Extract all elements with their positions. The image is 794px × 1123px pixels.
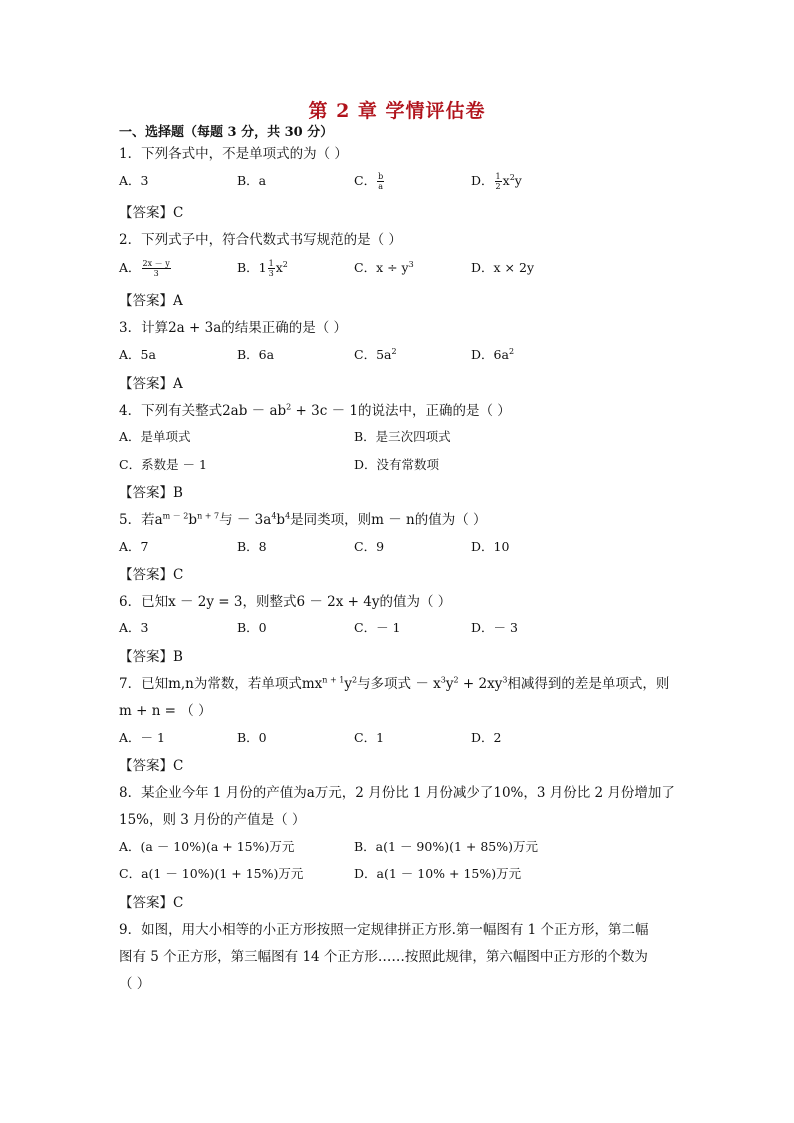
option-c[interactable]: C．9	[354, 539, 385, 554]
answer-2: 【答案】A	[119, 293, 183, 309]
option-c[interactable]: C．1	[354, 730, 385, 745]
option-c[interactable]: C．－ 1	[354, 620, 401, 635]
option-b[interactable]: B．a	[237, 173, 267, 188]
option-a[interactable]: A．(a － 10%)(a + 15%)万元	[119, 839, 295, 854]
option-d[interactable]: D．没有常数项	[354, 457, 440, 472]
question-7-stem-line2: m + n = （ ）	[119, 703, 212, 719]
section-heading: 一、选择题（每题 3 分，共 30 分）	[119, 125, 334, 140]
answer-3: 【答案】A	[119, 376, 183, 392]
answer-4: 【答案】B	[119, 485, 183, 501]
option-a[interactable]: A．7	[119, 539, 149, 554]
question-8-options-row1	[119, 837, 679, 857]
option-d[interactable]: D．10	[471, 539, 510, 554]
question-1-options	[119, 171, 679, 191]
option-a[interactable]: A．3	[119, 173, 149, 188]
option-b[interactable]: B．8	[237, 539, 267, 554]
option-c[interactable]: C． $\frac{b}{a}$	[354, 172, 384, 191]
question-4-options-row1	[119, 427, 679, 447]
option-b[interactable]: B．是三次四项式	[354, 429, 451, 444]
question-8-stem-line2: 15%，则 3 月份的产值是（ ）	[119, 812, 306, 828]
option-a[interactable]: A．3	[119, 620, 149, 635]
answer-7: 【答案】C	[119, 758, 184, 774]
question-4-stem: 4．下列有关整式$2ab - ab^2 + 3c - 1$的说法中，正确的是（ ）	[119, 402, 511, 419]
question-7-stem: 7．已知m,n为常数，若单项式$mx^{n + 1}y^2$与多项式 － $x^3y^2 + 2xy^3$相减得到的差是单项式，则	[119, 675, 670, 692]
question-6-stem: 6．已知x － 2y = 3，则整式6 － 2x + 4y的值为（ ）	[119, 594, 452, 610]
option-b[interactable]: B．1 $\frac{1}{3}$ $x^2$	[237, 259, 288, 278]
question-1-stem: 1．下列各式中，不是单项式的为（ ）	[119, 146, 348, 162]
option-b[interactable]: B．0	[237, 620, 267, 635]
question-4-options-row2	[119, 455, 679, 475]
option-b[interactable]: B．0	[237, 730, 267, 745]
answer-1: 【答案】C	[119, 205, 184, 221]
question-2-stem: 2．下列式子中，符合代数式书写规范的是（ ）	[119, 232, 402, 248]
question-9-stem: 9．如图，用大小相等的小正方形按照一定规律拼正方形.第一幅图有 1 个正方形，第二幅	[119, 922, 649, 938]
question-5-stem: 5．若$a^{m - 2}b^{n + 7}$与 － $3a^4b^4$是同类项，则m － n的值为（ ）	[119, 511, 487, 528]
question-7-options	[119, 728, 679, 748]
option-c[interactable]: C．系数是 － 1	[119, 457, 207, 472]
answer-5: 【答案】C	[119, 567, 184, 583]
option-d[interactable]: D． $\frac{1}{2}$ $x^2y$	[471, 172, 522, 191]
question-8-stem: 8．某企业今年 1 月份的产值为a万元，2 月份比 1 月份减少了10%，3 月份比 2 月份增加了	[119, 785, 675, 801]
question-3-stem: 3．计算2a + 3a的结果正确的是（ ）	[119, 320, 348, 336]
question-9-stem-line2: 图有 5 个正方形，第三幅图有 14 个正方形……按照此规律，第六幅图中正方形的个数为	[119, 949, 648, 965]
question-2-options	[119, 258, 679, 278]
option-d[interactable]: D．－ 3	[471, 620, 518, 635]
option-d[interactable]: D．$6a^2$	[471, 346, 515, 362]
option-c[interactable]: C．$5a^2$	[354, 346, 397, 362]
option-a[interactable]: A．5a	[119, 347, 156, 362]
option-c[interactable]: C．a(1 － 10%)(1 + 15%)万元	[119, 866, 304, 881]
option-a[interactable]: A．－ 1	[119, 730, 165, 745]
option-d[interactable]: D．2	[471, 730, 502, 745]
page-title: 第 2 章 学情评估卷	[308, 100, 486, 122]
option-b[interactable]: B．6a	[237, 347, 275, 362]
option-a[interactable]: A．是单项式	[119, 429, 191, 444]
option-d[interactable]: D．x × 2y	[471, 260, 535, 275]
question-9-stem-line3: （ ）	[119, 976, 151, 992]
option-a[interactable]: A． $\frac{2x - y}{3}$	[119, 259, 170, 278]
answer-6: 【答案】B	[119, 649, 183, 665]
option-b[interactable]: B．a(1 － 90%)(1 + 85%)万元	[354, 839, 538, 854]
question-5-options	[119, 537, 679, 557]
question-3-options	[119, 345, 679, 365]
answer-8: 【答案】C	[119, 895, 184, 911]
question-6-options	[119, 618, 679, 638]
option-c[interactable]: C．$x \div y^3$	[354, 259, 414, 275]
question-8-options-row2	[119, 864, 679, 884]
option-d[interactable]: D．a(1 － 10% + 15%)万元	[354, 866, 522, 881]
